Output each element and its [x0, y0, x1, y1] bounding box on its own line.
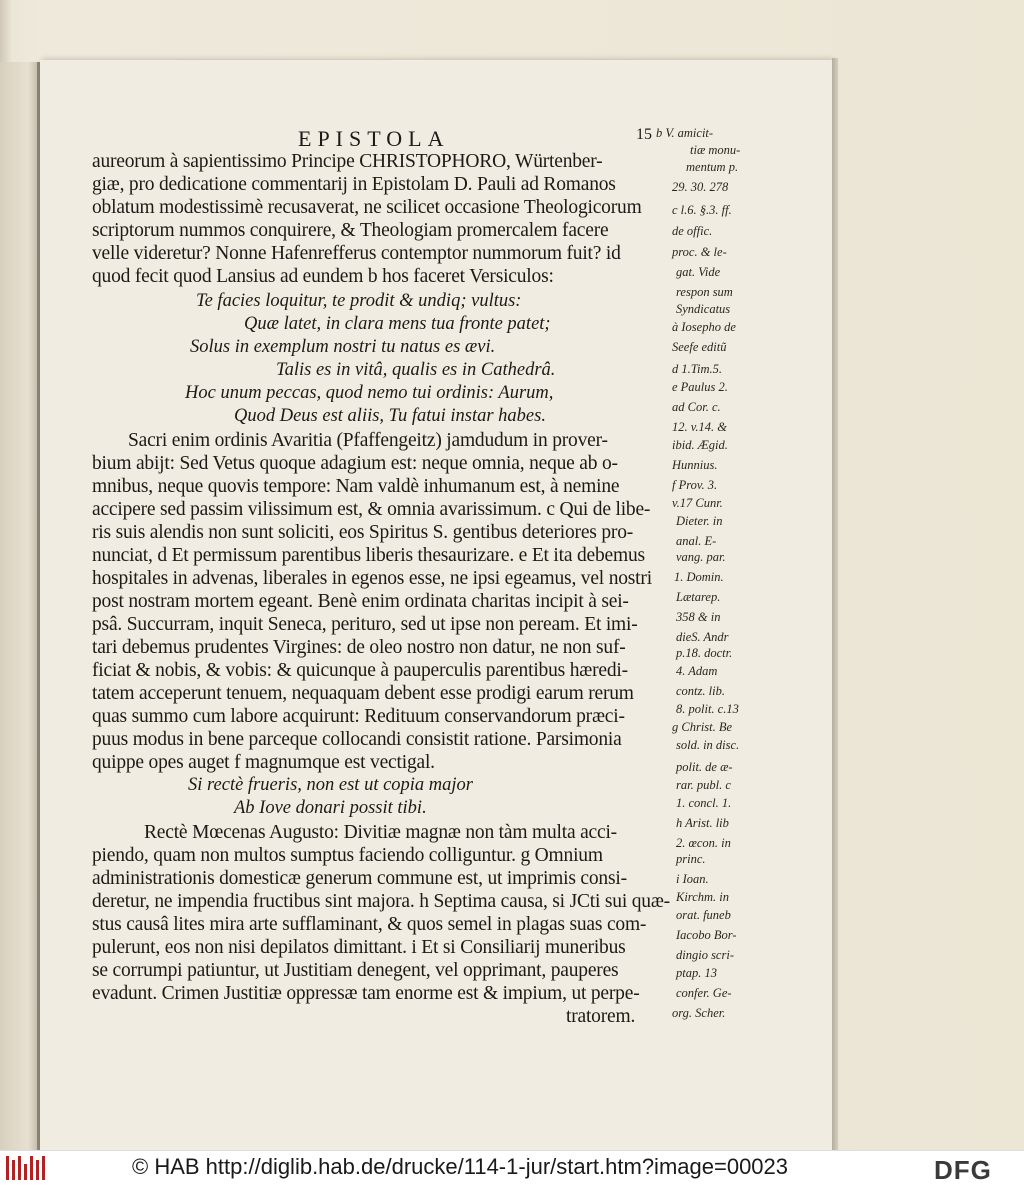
margin-note: ptap. 13 [676, 966, 717, 980]
margin-note: 29. 30. 278 [672, 180, 729, 194]
margin-note: 1. concl. 1. [676, 796, 732, 810]
text-line: scriptorum nummos conquirere, & Theologiam promercalem facere [92, 220, 609, 241]
margin-note: d 1.Tim.5. [672, 362, 723, 376]
text-line: post nostram mortem egeant. Benè enim ordinata charitas incipit à sei- [92, 591, 629, 612]
text-line: pulerunt, eos non nisi depilatos dimittant. i Et si Consiliarij muneribus [92, 937, 626, 958]
margin-note: gat. Vide [676, 265, 721, 279]
margin-note: ad Cor. c. [672, 400, 721, 414]
dfg-logo: DFG [934, 1155, 992, 1185]
text-line: quod fecit quod Lansius ad eundem b hos faceret Versiculos: [92, 266, 554, 287]
text-line: administrationis domesticæ generum commune est, ut imprimis consi- [92, 868, 627, 889]
margin-note: org. Scher. [672, 1006, 726, 1020]
margin-note: confer. Ge- [676, 986, 732, 1000]
margin-note: 8. polit. c.13 [676, 702, 739, 716]
margin-note: rar. publ. c [676, 778, 731, 792]
margin-note: h Arist. lib [676, 816, 729, 830]
verse-line: Talis es in vitâ, qualis es in Cathedrâ. [276, 360, 556, 380]
margin-note: 358 & in [676, 610, 721, 624]
margin-note: sold. in disc. [676, 738, 740, 752]
verse-line: Solus in exemplum nostri tu natus es ævi. [190, 337, 496, 357]
copyright-url-text[interactable]: © HAB http://diglib.hab.de/drucke/114-1-jur/start.htm?image=00023 [132, 1154, 789, 1179]
text-line: deretur, ne impendia fructibus sint majora. h Septima causa, si JCti sui quæ- [92, 891, 670, 912]
margin-note: 12. v.14. & [672, 420, 727, 434]
text-line: se corrumpi patiuntur, ut Justitiam denegent, vel opprimant, pauperes [92, 960, 619, 981]
text-line: bium abijt: Sed Vetus quoque adagium est: neque omnia, neque ab o- [92, 453, 618, 474]
margin-note: proc. & le- [672, 245, 727, 259]
text-line: quippe opes auget f magnumque est vectigal. [92, 752, 435, 773]
text-line: nunciat, d Et permissum parentibus liberis thesaurizare. e Et ita debemus [92, 545, 645, 566]
margin-note: g Christ. Be [672, 720, 733, 734]
margin-note: dingio scri- [676, 948, 734, 962]
text-line: tari debemus prudentes Virgines: de oleo nostro non datur, ne non suf- [92, 637, 626, 658]
text-line: velle videretur? Nonne Hafenrefferus contemptor nummorum fuit? id [92, 243, 621, 264]
margin-note: Syndicatus [676, 302, 731, 316]
margin-note: de offic. [672, 224, 713, 238]
text-line: quas summo cum labore acquirunt: Redituum conservandorum præci- [92, 706, 625, 727]
text-line: Rectè Mœcenas Augusto: Divitiæ magnæ non tàm multa acci- [144, 822, 617, 843]
margin-note: f Prov. 3. [672, 478, 718, 492]
verse-line: Quod Deus est aliis, Tu fatui instar habes. [234, 406, 546, 426]
verse-line: Ab Iove donari possit tibi. [234, 798, 427, 818]
running-head: EPISTOLA [298, 126, 450, 151]
text-line: giæ, pro dedicatione commentarij in Epistolam D. Pauli ad Romanos [92, 174, 616, 195]
margin-note: mentum p. [686, 160, 739, 174]
margin-note: vang. par. [676, 550, 726, 564]
margin-note: Lætarep. [676, 590, 721, 604]
hab-library-logo-icon [6, 1156, 46, 1180]
margin-note: polit. de æ- [676, 760, 733, 774]
text-line: ris suis alendis non sunt soliciti, eos Spiritus S. gentibus deteriores pro- [92, 522, 634, 543]
page-fore-edge [832, 58, 838, 1150]
margin-note: Iacobo Bor- [676, 928, 737, 942]
margin-note: 2. œcon. in [676, 836, 731, 850]
page-number: 15 [636, 126, 652, 143]
margin-note: anal. E- [676, 534, 717, 548]
margin-note: contz. lib. [676, 684, 725, 698]
left-page-edge [0, 62, 40, 1150]
text-line: mnibus, neque quovis tempore: Nam valdè inhumanum est, à nemine [92, 476, 620, 497]
verse-line: Te facies loquitur, te prodit & undiq; vultus: [196, 291, 522, 311]
text-line: ficiat & nobis, & vobis: & quicunque à pauperculis parentibus hæredi- [92, 660, 628, 681]
margin-note: 4. Adam [676, 664, 718, 678]
margin-note: p.18. doctr. [676, 646, 733, 660]
margin-note: orat. funeb [676, 908, 731, 922]
verse-line: Hoc unum peccas, quod nemo tui ordinis: Aurum, [185, 383, 554, 403]
footer-bar [0, 1150, 1024, 1186]
margin-note: i Ioan. [676, 872, 709, 886]
margin-note: 1. Domin. [674, 570, 724, 584]
margin-note: Kirchm. in [676, 890, 730, 904]
text-line: hospitales in advenas, liberales in egenos esse, ne ipsi egeamus, vel nostri [92, 568, 652, 589]
margin-note: Dieter. in [676, 514, 723, 528]
text-line: Sacri enim ordinis Avaritia (Pfaffengeitz) jamdudum in prover- [128, 430, 608, 451]
margin-note: c l.6. §.3. ff. [672, 203, 732, 217]
verse-line: Quæ latet, in clara mens tua fronte patet; [244, 314, 551, 334]
text-line: puus modus in bene parceque collocandi consistit ratione. Parsimonia [92, 729, 622, 750]
text-line: accipere sed passim vilissimum est, & omnia avarissimum. c Qui de libe- [92, 499, 651, 520]
margin-note: princ. [676, 852, 706, 866]
verse-line: Si rectè frueris, non est ut copia major [188, 775, 474, 795]
margin-note: ibid. Ægid. [672, 438, 728, 452]
margin-note: e Paulus 2. [672, 380, 728, 394]
margin-note: Seefe editũ [672, 340, 727, 354]
margin-note: à Iosepho de [672, 320, 736, 334]
text-line: psâ. Succurram, inquit Seneca, perituro, sed ut ipse non peream. Et imi- [92, 614, 638, 635]
margin-note: b V. amicit- [656, 126, 714, 140]
text-line: oblatum modestissimè recusaverat, ne scilicet occasione Theologicorum [92, 197, 642, 218]
margin-note: v.17 Cunr. [672, 496, 723, 510]
margin-note: respon sum [676, 285, 733, 299]
margin-note: dieS. Andr [676, 630, 729, 644]
text-line: evadunt. Crimen Justitiæ oppressæ tam enorme est & impium, ut perpe- [92, 983, 640, 1004]
margin-note: Hunnius. [672, 458, 718, 472]
margin-note: tiæ monu- [690, 143, 741, 157]
text-line: tratorem. [566, 1006, 636, 1027]
text-line: piendo, quam non multos sumptus faciendo colliguntur. g Omnium [92, 845, 603, 866]
text-line: tatem acceperunt tenuem, nequaquam debent esse prodigi earum rerum [92, 683, 634, 704]
text-line: stus causâ lites mira arte sufflaminant, & quos semel in plagas suas com- [92, 914, 647, 935]
text-line: aureorum à sapientissimo Principe CHRISTOPHORO, Würtenber- [92, 151, 603, 172]
